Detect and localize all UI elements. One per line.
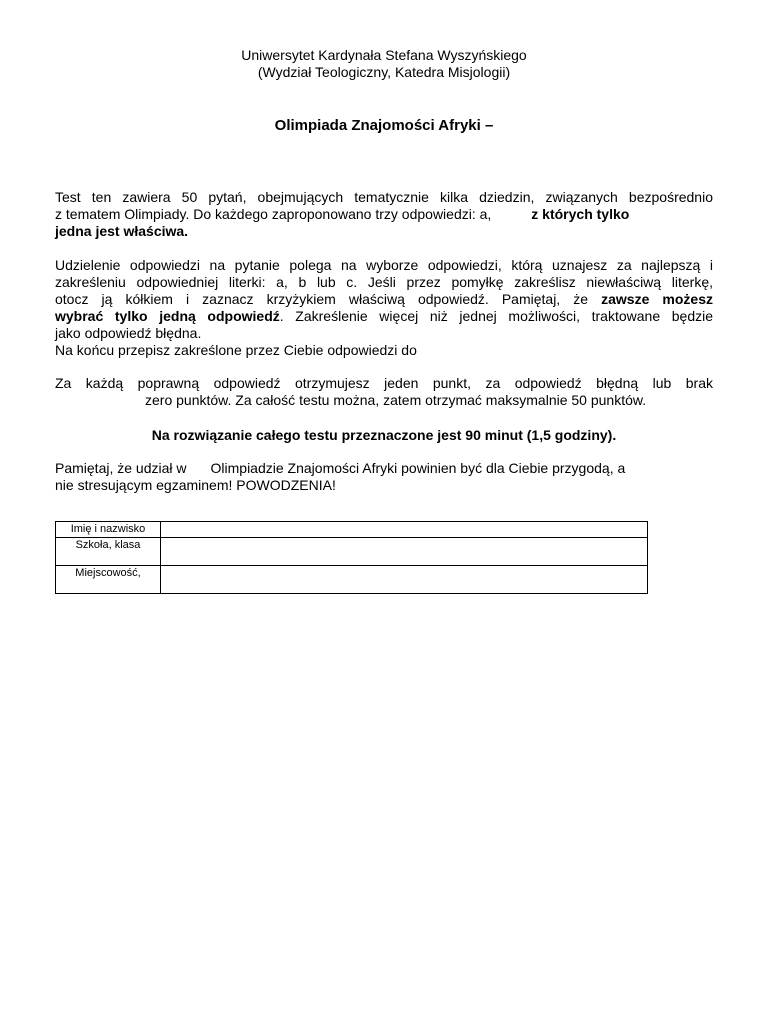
scoring-line-1: Za każdą poprawną odpowiedź otrzymujesz jeden punkt, za odpowiedź błędną lub brak — [55, 375, 713, 391]
closing-paragraph — [55, 460, 713, 494]
name-label: Imię i nazwisko — [56, 522, 161, 538]
town-label: Miejscowość, — [56, 566, 161, 594]
participant-info-table — [55, 521, 648, 594]
name-field[interactable] — [161, 522, 648, 538]
document-header — [0, 47, 768, 81]
time-notice: Na rozwiązanie całego testu przeznaczone jest 90 minut (1,5 godziny). — [151, 427, 617, 443]
closing-line-2: nie stresującym egzaminem! POWODZENIA! — [55, 477, 336, 493]
document-title: Olimpiada Znajomości Afryki – — [274, 117, 494, 134]
intro-paragraph — [55, 189, 713, 240]
scoring-line-2: zero punktów. Za całość testu można, zatem otrzymać maksymalnie 50 punktów. — [145, 392, 647, 408]
instructions-line-5: jako odpowiedź błędna. — [55, 325, 202, 341]
school-class-label: Szkoła, klasa — [56, 538, 161, 566]
faculty-name: (Wydział Teologiczny, Katedra Misjologii) — [257, 64, 511, 80]
table-row — [56, 566, 648, 594]
table-row — [56, 538, 648, 566]
instructions-paragraph — [55, 257, 713, 359]
university-name: Uniwersytet Kardynała Stefana Wyszyńskiego — [241, 47, 527, 63]
closing-line-1: Pamiętaj, że udział w Olimpiadzie Znajomości Afryki powinien być dla Ciebie przygodą, a — [55, 460, 626, 476]
instructions-line-3: otocz ją kółkiem i zaznacz krzyżykiem właściwą odpowiedź. Pamiętaj, że zawsze możesz — [55, 291, 713, 307]
scoring-paragraph — [55, 375, 713, 409]
intro-line-1: Test ten zawiera 50 pytań, obejmujących tematycznie kilka dziedzin, związanych bezpośrednio — [55, 189, 713, 205]
instructions-line-1: Udzielenie odpowiedzi na pytanie polega na wyborze odpowiedzi, którą uznajesz za najlepszą i — [55, 257, 713, 273]
instructions-line-2: zakreśleniu odpowiedniej literki: a, b lub c. Jeśli przez pomyłkę zakreślisz niewłaściwą literkę, — [55, 274, 713, 290]
intro-line-2: z tematem Olimpiady. Do każdego zaproponowano trzy odpowiedzi: a, z których tylko — [55, 206, 630, 222]
intro-line-3: jedna jest właściwa. — [55, 223, 189, 239]
instructions-line-6: Na końcu przepisz zakreślone przez Ciebie odpowiedzi do — [55, 342, 417, 358]
school-class-field[interactable] — [161, 538, 648, 566]
instructions-line-4: wybrać tylko jedną odpowiedź. Zakreślenie więcej niż jednej możliwości, traktowane będzie — [55, 308, 714, 324]
town-field[interactable] — [161, 566, 648, 594]
table-row — [56, 522, 648, 538]
